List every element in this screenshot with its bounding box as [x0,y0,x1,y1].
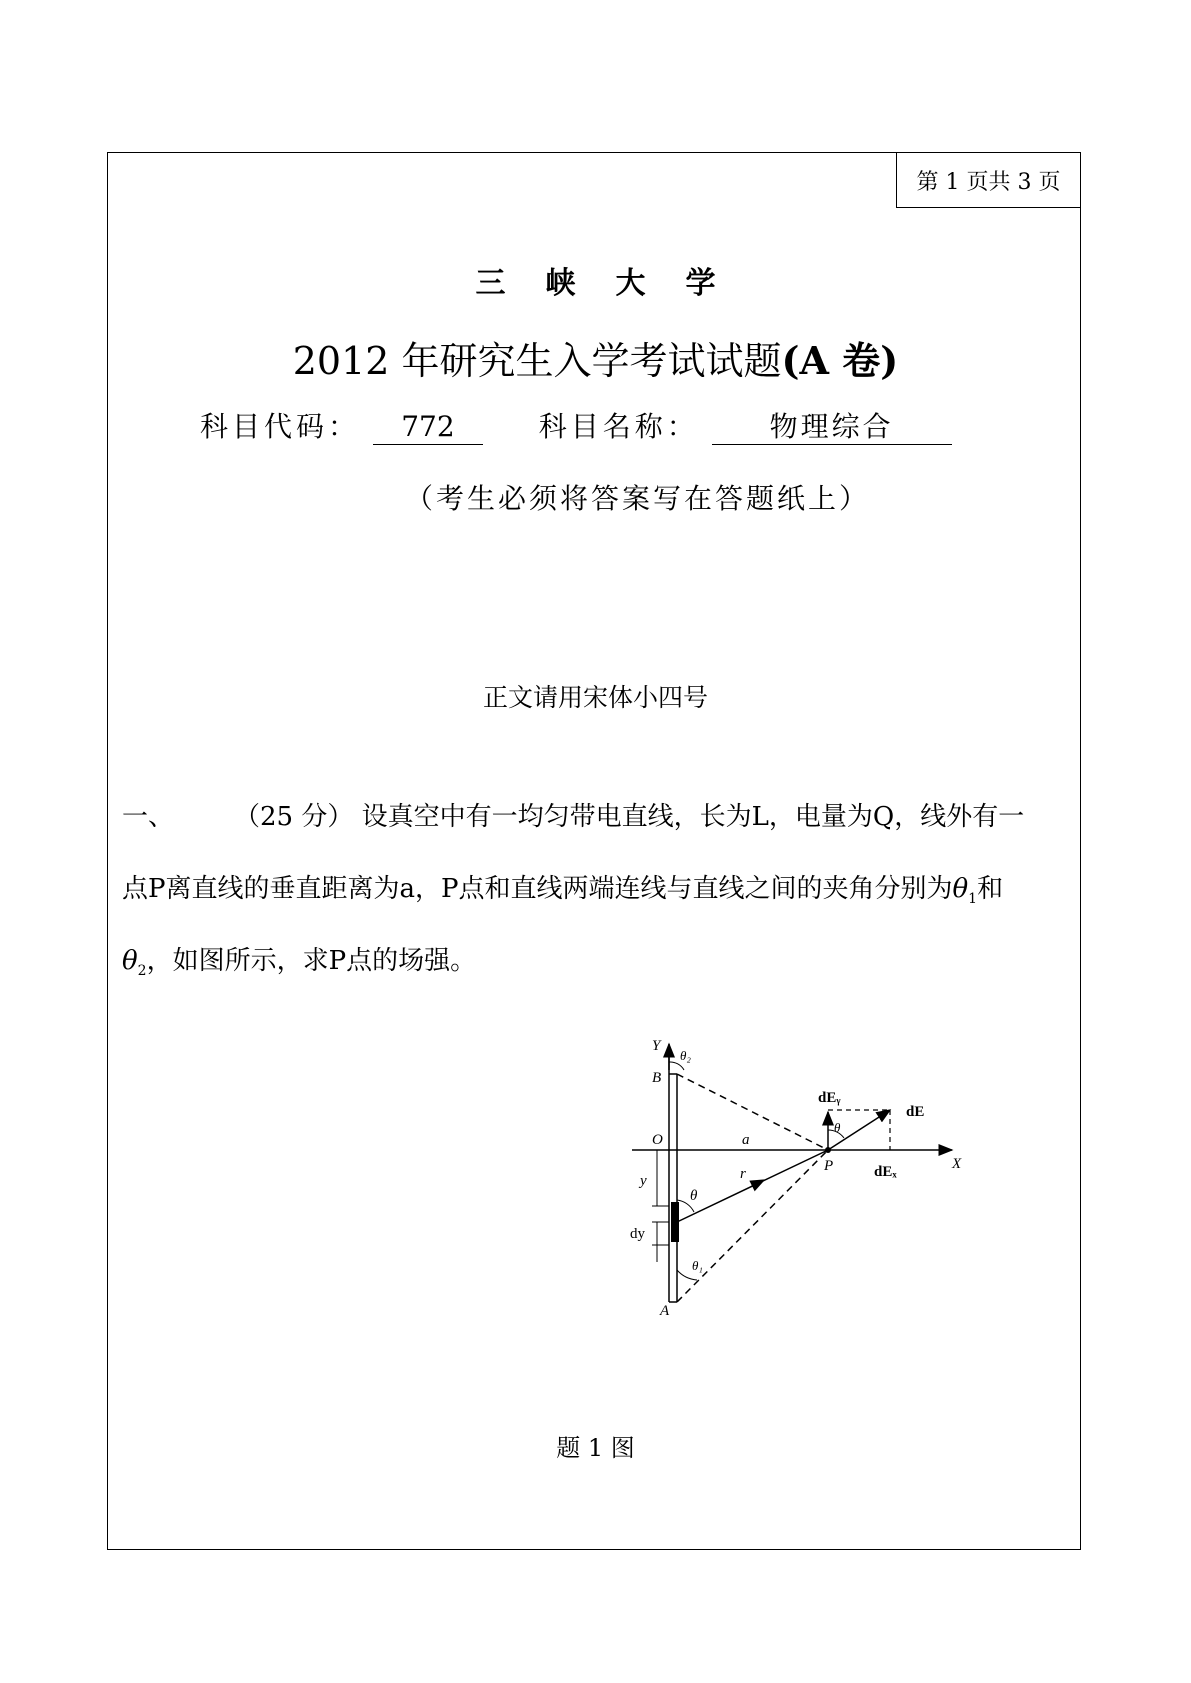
label-A: A [660,1303,670,1319]
line-B-P [677,1074,828,1150]
label-O: O [652,1132,663,1148]
question-text-and: 和 [977,874,1004,904]
question-1-line-2 [122,872,1062,916]
question-1-line-1 [122,800,1062,834]
theta2-symbol: θ [122,946,138,976]
university-name: 三峡大学 [475,266,756,301]
label-B: B [652,1070,662,1086]
question-1-line-3 [122,944,1062,988]
label-dE: dE [906,1104,925,1120]
page-counter: 第 1 页共 3 页 [896,152,1081,208]
label-theta1: θ₁ [692,1258,703,1273]
question-number: 一、 [122,802,175,832]
subject-code: 772 [373,410,483,445]
label-X: X [952,1156,962,1172]
label-dEy: dEᵧ [818,1090,841,1106]
label-dEx: dEₓ [874,1164,897,1180]
subject-line [200,405,952,445]
exam-paper-version: (A 卷) [781,338,899,383]
exam-title-main: 2012 年研究生入学考试试题 [292,339,782,383]
theta2-subscript: 2 [137,963,147,979]
subject-code-label: 科目代码： [200,410,361,443]
question-1-figure [622,1040,982,1320]
label-P: P [824,1158,834,1174]
figure-caption: 题 1 图 [556,1434,635,1462]
label-dy: dy [630,1226,645,1242]
question-text-line1: 设真空中有一均匀带电直线，长为L，电量为Q，线外有一 [361,802,1025,832]
subject-name-label: 科目名称： [538,410,699,443]
label-r: r [740,1166,746,1182]
label-theta2: θ₂ [680,1048,691,1063]
question-text-line2: 点P离直线的垂直距离为a，P点和直线两端连线与直线之间的夹角分别为 [122,874,953,904]
exam-title [0,330,1191,385]
question-points: （25 分） [234,802,354,832]
label-Y: Y [652,1040,661,1054]
line-A-P [677,1150,828,1302]
subject-name: 物理综合 [712,410,952,445]
font-note: 正文请用宋体小四号 [482,683,708,712]
answer-notice: （考生必须将答案写在答题纸上） [405,482,871,515]
theta1-symbol: θ [952,874,969,904]
label-a: a [742,1132,750,1148]
label-theta-vector: θ [834,1120,841,1135]
theta1-subscript: 1 [968,891,978,907]
question-text-line3: ，如图所示，求P点的场强。 [146,946,477,976]
label-theta: θ [690,1188,698,1204]
label-y: y [640,1173,647,1189]
